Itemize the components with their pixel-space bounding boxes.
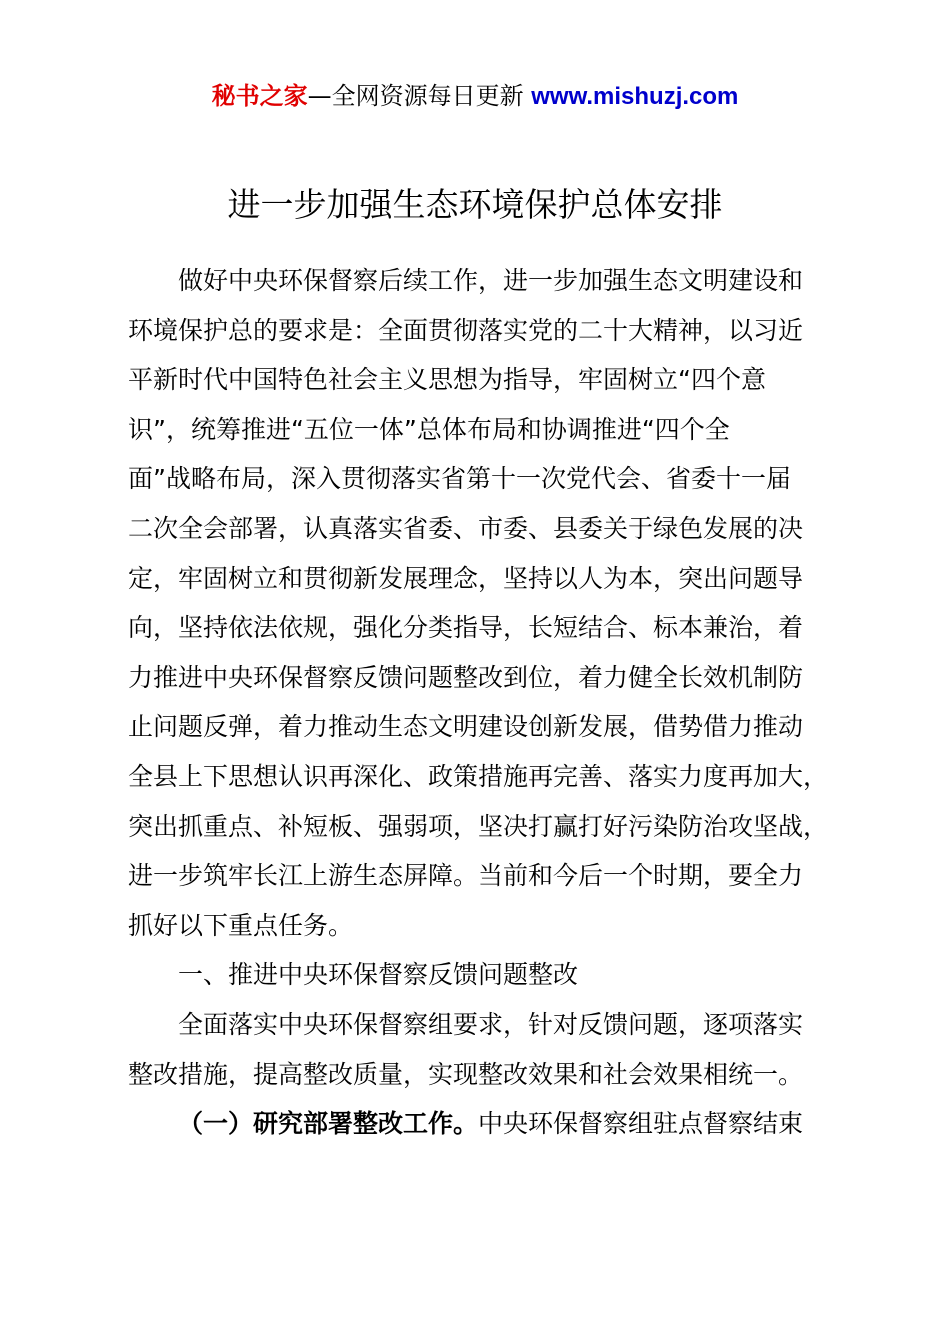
paragraph-line: 平新时代中国特色社会主义思想为指导，牢固树立“四个意 [128, 365, 766, 395]
paragraph-line: 进一步筑牢长江上游生态屏障。当前和今后一个时期，要全力 [128, 861, 804, 891]
paragraph-line: 抓好以下重点任务。 [128, 910, 354, 940]
paragraph-line: 全县上下思想认识再深化、政策措施再完善、落实力度再加大， [128, 761, 829, 791]
subsection-text: 中央环保督察组驻点督察结束 [478, 1109, 804, 1139]
paragraph-line: 向，坚持依法依规，强化分类指导，长短结合、标本兼治，着 [128, 613, 804, 643]
paragraph-line: 识”，统筹推进“五位一体”总体布局和协调推进“四个全 [128, 414, 730, 444]
site-tagline: —全网资源每日更新 [307, 82, 532, 110]
site-brand: 秘书之家 [211, 82, 308, 110]
section-heading: 一、推进中央环保督察反馈问题整改 [178, 960, 579, 990]
paragraph-line: 面”战略布局，深入贯彻落实省第十一次党代会、省委十一届 [128, 464, 791, 494]
paragraph-line: 整改措施，提高整改质量，实现整改效果和社会效果相统一。 [128, 1059, 804, 1089]
paragraph-line: 止问题反弹，着力推动生态文明建设创新发展，借势借力推动 [128, 712, 804, 742]
document-title: 进一步加强生态环境保护总体安排 [227, 185, 723, 224]
document-body [128, 256, 868, 1149]
paragraph-line: 全面落实中央环保督察组要求，针对反馈问题，逐项落实 [178, 1009, 804, 1039]
subsection-heading: （一）研究部署整改工作。 [178, 1109, 479, 1139]
paragraph-line: 力推进中央环保督察反馈问题整改到位，着力健全长效机制防 [128, 662, 804, 692]
paragraph-line: 定，牢固树立和贯彻新发展理念，坚持以人为本，突出问题导 [128, 563, 804, 593]
site-header [0, 80, 950, 113]
site-url-link[interactable]: www.mishuzj.com [531, 83, 739, 110]
paragraph-line: 二次全会部署，认真落实省委、市委、县委关于绿色发展的决 [128, 513, 804, 543]
paragraph-line: 突出抓重点、补短板、强弱项，坚决打赢打好污染防治攻坚战， [128, 811, 829, 841]
subsection-line [128, 1099, 868, 1149]
paragraph-line: 环境保护总的要求是：全面贯彻落实党的二十大精神，以习近 [128, 315, 804, 345]
paragraph-line: 做好中央环保督察后续工作，进一步加强生态文明建设和 [178, 266, 804, 295]
